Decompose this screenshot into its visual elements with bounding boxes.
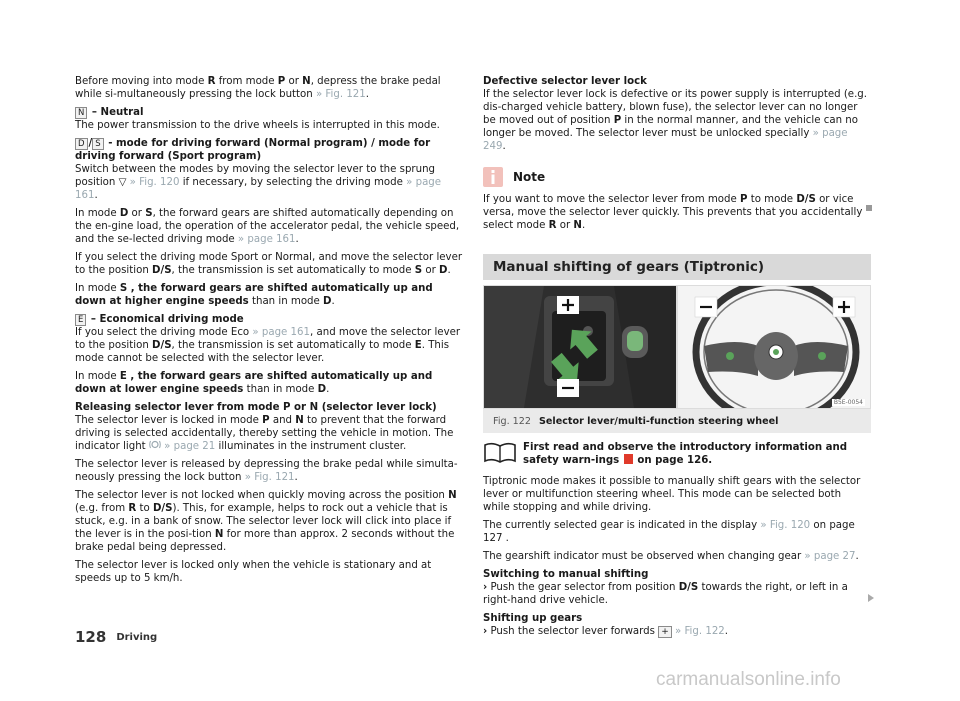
key-n: N [75,107,87,119]
para-switching: Switching to manual shifting › Push the gear selector from position D/S towards the right, or left in a right-hand drive vehicle. [483,569,848,606]
book-warning-icon [483,441,523,467]
section-heading: Manual shifting of gears (Tiptronic) [483,254,871,280]
link-fig-120[interactable]: » Fig. 120 [760,520,811,531]
key-s: S [92,138,103,150]
bullet-arrow-icon: › [483,626,488,637]
para-note: If you want to move the selector lever from mode P to mode D/S or vice versa, move the selector lever quickly. This prevents that you accidentally select mode R or N. [483,194,863,231]
para-release: The selector lever is released by depressing the brake pedal while simulta-neously pressing the lock button » Fig. 121. [75,459,458,483]
para-mode-e: In mode E , the forward gears are shifted automatically up and down at lower engine speeds than in mode D. [75,371,433,395]
triangle-down-icon: ▽ [118,177,127,188]
para-gearshift-indicator: The gearshift indicator must be observed when changing gear » page 27. [483,551,859,562]
steering-wheel-drawing [678,286,870,408]
page-number: 128 [75,628,107,646]
para-mode-d: In mode D or S, the forward gears are shifted automatically depending on the en-gine load, the operation of the accelerator pedal, the vehicle speed, and the se-lected driving mode » page 161. [75,208,460,245]
para-selected-gear: The currently selected gear is indicated in the display » Fig. 120 on page 127 . [483,520,855,544]
link-fig-121[interactable]: » Fig. 121 [244,472,295,483]
link-page-161[interactable]: » page 161 [237,234,296,245]
left-column [75,75,463,590]
note-header [483,167,871,187]
link-page-27[interactable]: » page 27 [804,551,856,562]
footer-section: Driving [116,632,158,643]
link-page-161[interactable]: » page 161 [252,327,311,338]
para-mode-s: In mode S , the forward gears are shifted automatically up and down at higher engine speeds than in mode D. [75,283,433,307]
para-eco: E – Economical driving mode If you select the driving mode Eco » page 161, and move the selector lever to the position D/S, the transmission is set automatically to mode E. This mode cannot be selected with the selector lever. [75,314,461,364]
page-footer [75,628,158,646]
para-stationary: The selector lever is locked only when the vehicle is stationary and at speeds up to 5 km/h. [75,560,432,584]
link-page-161[interactable]: » page 161 [75,177,442,201]
link-fig-120[interactable]: » Fig. 120 [126,177,180,188]
link-fig-122[interactable]: » Fig. 122 [671,626,725,637]
warning-red-icon [624,454,633,464]
watermark: carmanualsonline.info [656,669,841,690]
bullet-arrow-icon: › [483,582,488,593]
figure-122 [483,285,871,409]
link-page-21[interactable]: » page 21 [160,441,216,452]
para-defective-lock: Defective selector lever lock If the selector lever lock is defective or its power supply is interrupted (e.g. dis-charged vehicle battery, blown fuse), the selector lever can no longer be moved out of position P in the normal manner, and the vehicle can no longer be moved. The selector lever must be unlocked specially » page 249. [483,76,868,152]
para-mode-r: Before moving into mode R from mode P or N, depress the brake pedal while si-multaneously pressing the lock button » Fig. 121. [75,76,441,100]
key-d: D [75,138,88,150]
para-drive-sport: D / S - mode for driving forward (Normal program) / mode for driving forward (Sport program) Switch between the modes by moving the selector lever to the sprung position ▽ » Fig. 120 if necessary, by selecting the driving mode » page 161. [75,138,442,201]
link-fig-121[interactable]: » Fig. 121 [315,89,366,100]
figure-code: B5E-0054 [833,399,863,406]
para-neutral: N – Neutral The power transmission to the drive wheels is interrupted in this mode. [75,107,440,131]
para-lever-lock: Releasing selector lever from mode P or N (selector lever lock) The selector lever is locked in mode P and N to prevent that the forward driving is selected accidentally, thereby setting the vehicle in motion. The indicator light » page 21 illuminates in the instrument cluster. [75,402,454,452]
info-icon [483,167,503,187]
para-tiptronic: Tiptronic mode makes it possible to manually shift gears with the selector lever or multifunction steering wheel. This mode can be selected both while stopping and while driving. [483,476,861,513]
figure-caption: Fig. 122 Selector lever/multi-function steering wheel [483,409,871,433]
selector-lever-photo [484,286,676,408]
warning-text: First read and observe the introductory information and safety warn-ings on page 126. [523,442,848,466]
link-page-249[interactable]: » page 249 [483,128,848,152]
continue-arrow-icon [868,594,874,602]
safety-warning [483,441,871,467]
key-e: E [75,314,86,326]
para-sport-normal: If you select the driving mode Sport or Normal, and move the selector lever to the position D/S, the transmission is set automatically to mode S or D. [75,252,463,276]
end-mark [866,205,872,211]
key-plus: + [658,626,672,638]
para-not-locked: The selector lever is not locked when quickly moving across the position N (e.g. from R to D/S). This, for example, helps to rock out a vehicle that is stuck, e.g. in a bank of snow. The selector lever lock will click into place if the lever is in the posi-tion N for more than approx. 2 seconds without the brake pedal being depressed. [75,490,457,553]
para-shift-up: Shifting up gears › Push the selector lever forwards + » Fig. 122. [483,613,729,637]
indicator-light-icon [149,441,161,452]
right-column [483,75,871,643]
note-title: Note [513,169,546,184]
